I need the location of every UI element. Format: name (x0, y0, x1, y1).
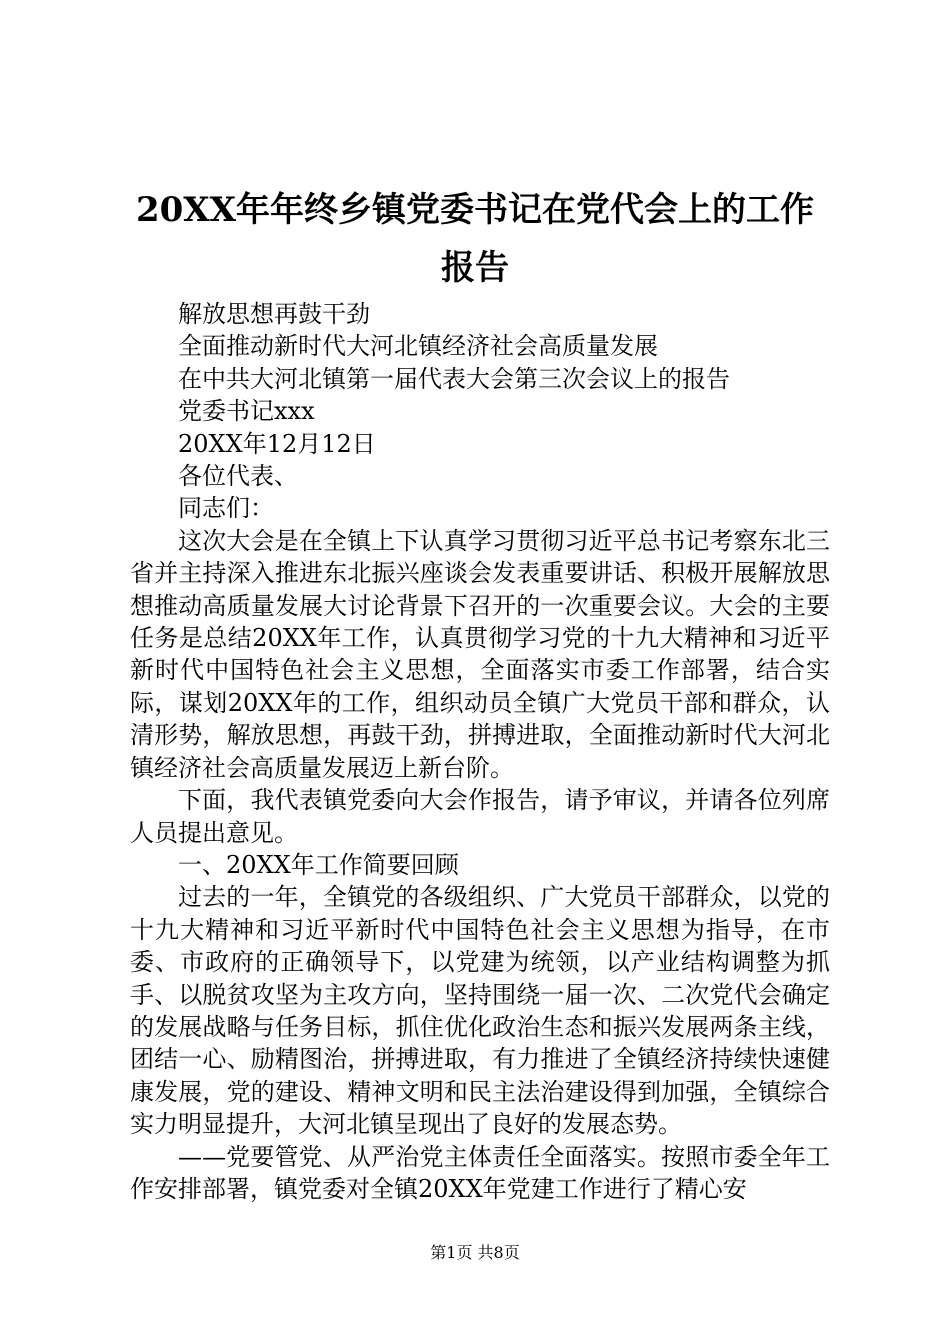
page-number-footer: 第1页 共8页 (430, 1243, 520, 1262)
section-heading: 一、20XX年工作简要回顾 (178, 850, 459, 879)
document-body (130, 298, 830, 1205)
body-paragraph: 过去的一年，全镇党的各级组织、广大党员干部群众，以党的十九大精神和习近平新时代中国特色社会主义思想为指导，在市委、市政府的正确领导下，以党建为统领，以产业结构调整为抓手、以脱贫攻坚为主攻方向，坚持围绕一届一次、二次党代会确定的发展战略与任务目标，抓住优化政治生态和振兴发展两条主线，团结一心、励精图治，拼搏进取，有力推进了全镇经济持续快速健康发展，党的建设、精神文明和民主法治建设得到加强，全镇综合实力明显提升，大河北镇呈现出了良好的发展态势。 (130, 883, 830, 1139)
subtitle-line: 解放思想再鼓干劲 (178, 300, 370, 328)
salutation-line: 同志们： (178, 494, 274, 523)
document-title-line-2: 报告 (441, 248, 509, 288)
subtitle-line: 在中共大河北镇第一届代表大会第三次会议上的报告 (178, 364, 730, 393)
body-paragraph: 这次大会是在全镇上下认真学习贯彻习近平总书记考察东北三省并主持深入推进东北振兴座谈会发表重要讲话、积极开展解放思想推动高质量发展大讨论背景下召开的一次重要会议。大会的主要任务是总结20XX年工作，认真贯彻学习党的十九大精神和习近平新时代中国特色社会主义思想，全面落实市委工作部署，结合实际，谋划20XX年的工作，组织动员全镇广大党员干部和群众，认清形势，解放思想，再鼓干劲，拼搏进取，全面推动新时代大河北镇经济社会高质量发展迈上新台阶。 (130, 526, 830, 782)
subtitle-line: 全面推动新时代大河北镇经济社会高质量发展 (178, 332, 658, 361)
author-line: 党委书记xxx (178, 397, 315, 426)
date-line: 20XX年12月12日 (178, 429, 376, 458)
document-title-line-1: 20XX年年终乡镇党委书记在党代会上的工作 (135, 190, 815, 230)
salutation-line: 各位代表、 (178, 462, 298, 491)
body-paragraph: ——党要管党、从严治党主体责任全面落实。按照市委全年工作安排部署，镇党委对全镇20XX年党建工作进行了精心安 (130, 1142, 830, 1203)
body-paragraph: 下面，我代表镇党委向大会作报告，请予审议，并请各位列席人员提出意见。 (130, 786, 830, 847)
